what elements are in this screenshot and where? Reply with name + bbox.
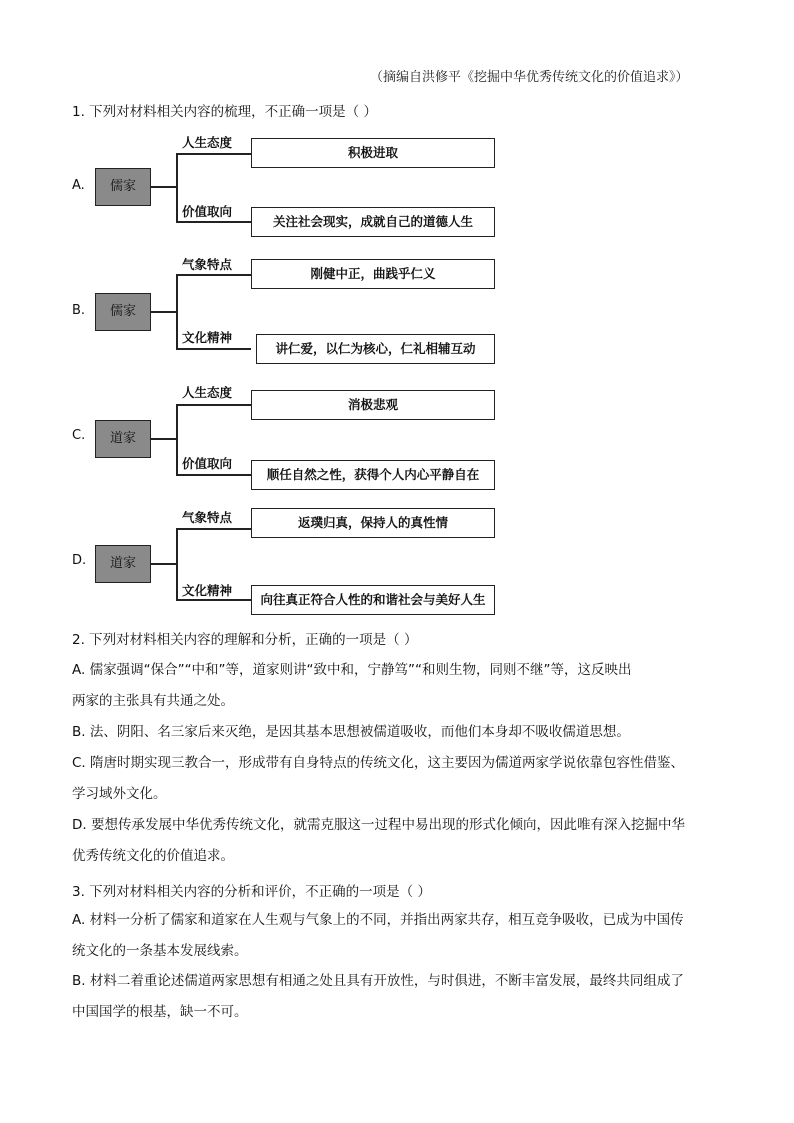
branch-label: 文化精神: [182, 583, 233, 598]
diagram-box: 顺任自然之性，获得个人内心平静自在: [251, 460, 495, 490]
q2-option-b[interactable]: [72, 717, 722, 748]
connector: [176, 274, 178, 348]
q3-option-a[interactable]: [72, 905, 722, 967]
option-letter: D.: [72, 553, 87, 568]
connector: [176, 599, 251, 601]
option-text-line: B. 材料二着重论述儒道两家思想有相通之处且具有开放性，与时俱进，不断丰富发展，最终共同组成了: [72, 973, 684, 989]
q3-stem: 3. 下列对材料相关内容的分析和评价，不正确的一项是（ ）: [72, 884, 431, 900]
branch-label: 价值取向: [182, 456, 233, 471]
option-text-line: D. 要想传承发展中华优秀传统文化，就需克服这一过程中易出现的形式化倾向，因此唯有深入挖掘中华: [72, 817, 685, 833]
branch-label: 气象特点: [182, 510, 233, 525]
option-text-line: 中国国学的根基，缺一不可。: [72, 1004, 248, 1020]
diagram-root: 儒家: [95, 293, 151, 331]
connector: [176, 274, 251, 276]
branch-label: 气象特点: [182, 257, 233, 272]
diagram-box: 向往真正符合人性的和谐社会与美好人生: [251, 585, 495, 615]
q3-option-b[interactable]: [72, 966, 722, 1028]
diagram-box: 消极悲观: [251, 390, 495, 420]
diagram-root: 道家: [95, 420, 151, 458]
connector: [176, 474, 251, 476]
q1-stem: 1. 下列对材料相关内容的梳理，不正确一项是（ ）: [72, 104, 377, 120]
option-text-line: A. 材料一分析了儒家和道家在人生观与气象上的不同，并指出两家共存，相互竞争吸收，已成为中国传: [72, 912, 684, 928]
connector: [150, 563, 177, 565]
connector: [150, 311, 177, 313]
diagram-box: 积极进取: [251, 138, 495, 168]
option-text-line: C. 隋唐时期实现三教合一，形成带有自身特点的传统文化，这主要因为儒道两家学说依靠包容性借鉴、: [72, 755, 685, 771]
source-citation: （摘编自洪修平《挖掘中华优秀传统文化的价值追求》）: [370, 70, 689, 85]
connector: [150, 186, 177, 188]
diagram-box: 讲仁爱，以仁为核心，仁礼相辅互动: [256, 334, 495, 364]
diagram-box: 返璞归真，保持人的真性情: [251, 508, 495, 538]
diagram-box: 关注社会现实，成就自己的道德人生: [251, 207, 495, 237]
diagram-root: 儒家: [95, 168, 151, 206]
branch-label: 人生态度: [182, 135, 233, 150]
connector: [176, 404, 178, 474]
connector: [176, 221, 251, 223]
branch-label: 文化精神: [182, 330, 233, 345]
connector: [176, 348, 251, 350]
q2-option-d[interactable]: [72, 810, 722, 872]
option-text-line: 学习域外文化。: [72, 786, 167, 802]
option-letter: B.: [72, 303, 86, 318]
diagram-box: 刚健中正，曲践乎仁义: [251, 259, 495, 289]
option-text-line: 统文化的一条基本发展线索。: [72, 943, 248, 959]
option-text-line: B. 法、阴阳、名三家后来灭绝，是因其基本思想被儒道吸收，而他们本身却不吸收儒道思想。: [72, 724, 630, 740]
connector: [176, 528, 251, 530]
connector: [150, 438, 177, 440]
diagram-root: 道家: [95, 545, 151, 583]
option-text-line: A. 儒家强调“保合”“中和”等，道家则讲“致中和，宁静笃”“和则生物，同则不继”等，这反映出: [72, 662, 632, 678]
connector: [176, 404, 251, 406]
option-letter: C.: [72, 428, 86, 443]
option-text-line: 两家的主张具有共通之处。: [72, 693, 234, 709]
branch-label: 价值取向: [182, 204, 233, 219]
q2-option-a[interactable]: [72, 655, 722, 717]
branch-label: 人生态度: [182, 385, 233, 400]
connector: [176, 153, 251, 155]
connector: [176, 528, 178, 599]
q2-stem: 2. 下列对材料相关内容的理解和分析，正确的一项是（ ）: [72, 632, 418, 648]
connector: [176, 153, 178, 221]
option-letter: A.: [72, 178, 85, 193]
q2-option-c[interactable]: [72, 748, 722, 810]
option-text-line: 优秀传统文化的价值追求。: [72, 848, 234, 864]
